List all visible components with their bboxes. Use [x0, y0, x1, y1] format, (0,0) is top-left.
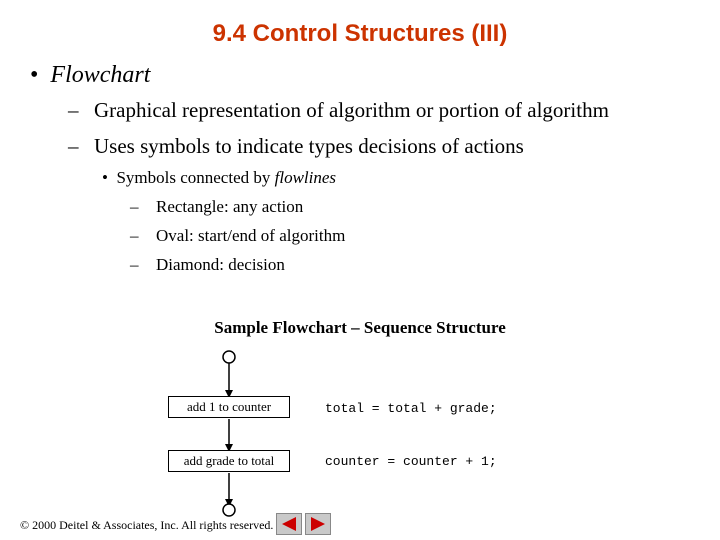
third-bullet-italic: flowlines	[274, 168, 337, 187]
third-bullet-text: Symbols connected by	[116, 168, 275, 187]
dash-glyph: –	[130, 197, 139, 216]
sub-bullet-text: Graphical representation of algorithm or portion of algorithm	[94, 98, 609, 122]
dash-glyph: –	[130, 255, 139, 274]
bullet-flowchart-label: Flowchart	[50, 62, 151, 88]
end-terminal-circle	[223, 504, 235, 516]
slide-title: 9.4 Control Structures (III)	[212, 20, 508, 47]
prev-slide-button[interactable]	[276, 513, 302, 535]
sub-bullet-text: Uses symbols to indicate types decisions of actions	[94, 134, 524, 158]
start-terminal-circle	[223, 351, 235, 363]
fourth-bullet-text: Rectangle: any action	[156, 197, 304, 216]
next-slide-button[interactable]	[305, 513, 331, 535]
dash-glyph: –	[68, 134, 79, 158]
dash-glyph: –	[130, 226, 139, 245]
dash-glyph: –	[68, 98, 79, 122]
right-arrow-icon	[306, 514, 330, 534]
action-box-add-grade: add grade to total	[168, 450, 290, 472]
action-box-add-counter: add 1 to counter	[168, 396, 290, 418]
flowchart-caption: Sample Flowchart – Sequence Structure	[214, 318, 506, 337]
code-statement: total = total + grade;	[325, 401, 497, 416]
code-statement: counter = counter + 1;	[325, 454, 497, 469]
fourth-bullet-text: Oval: start/end of algorithm	[156, 226, 346, 245]
copyright-footer: © 2000 Deitel & Associates, Inc. All rights reserved.	[20, 518, 274, 532]
bullet-glyph: •	[102, 168, 108, 187]
fourth-bullet-text: Diamond: decision	[156, 255, 285, 274]
left-arrow-icon	[277, 514, 301, 534]
bullet-glyph: •	[30, 62, 39, 88]
